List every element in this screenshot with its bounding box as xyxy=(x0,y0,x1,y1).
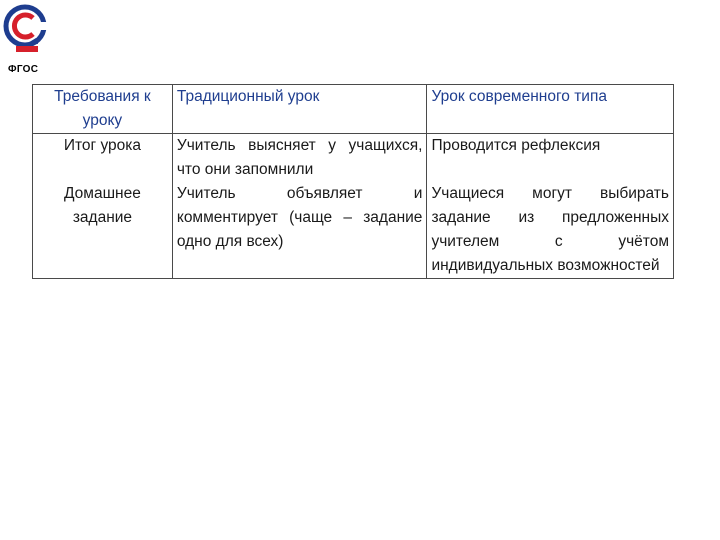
cell-traditional: Учитель выясняет у учащихся, что они запомнили xyxy=(172,134,427,183)
cell-modern: Учащиеся могут выбирать задание из предложенных учителем с учётом индивидуальных возможностей xyxy=(427,182,674,279)
cell-modern: Проводится рефлексия xyxy=(427,134,674,183)
table-header-row xyxy=(33,85,674,134)
header-traditional: Традиционный урок xyxy=(172,85,427,134)
comparison-table xyxy=(32,84,674,279)
table-row xyxy=(33,134,674,183)
cell-traditional: Учитель объявляет и комментирует (чаще – задание одно для всех) xyxy=(172,182,427,279)
fgos-logo xyxy=(2,2,50,78)
cell-requirement: Домашнее задание xyxy=(33,182,173,279)
logo-text: ФГОС xyxy=(8,64,39,75)
table-row xyxy=(33,182,674,279)
cell-requirement: Итог урока xyxy=(33,134,173,183)
fgos-emblem-icon xyxy=(2,2,50,66)
header-modern: Урок современного типа xyxy=(427,85,674,134)
header-requirements: Требования к уроку xyxy=(33,85,173,134)
